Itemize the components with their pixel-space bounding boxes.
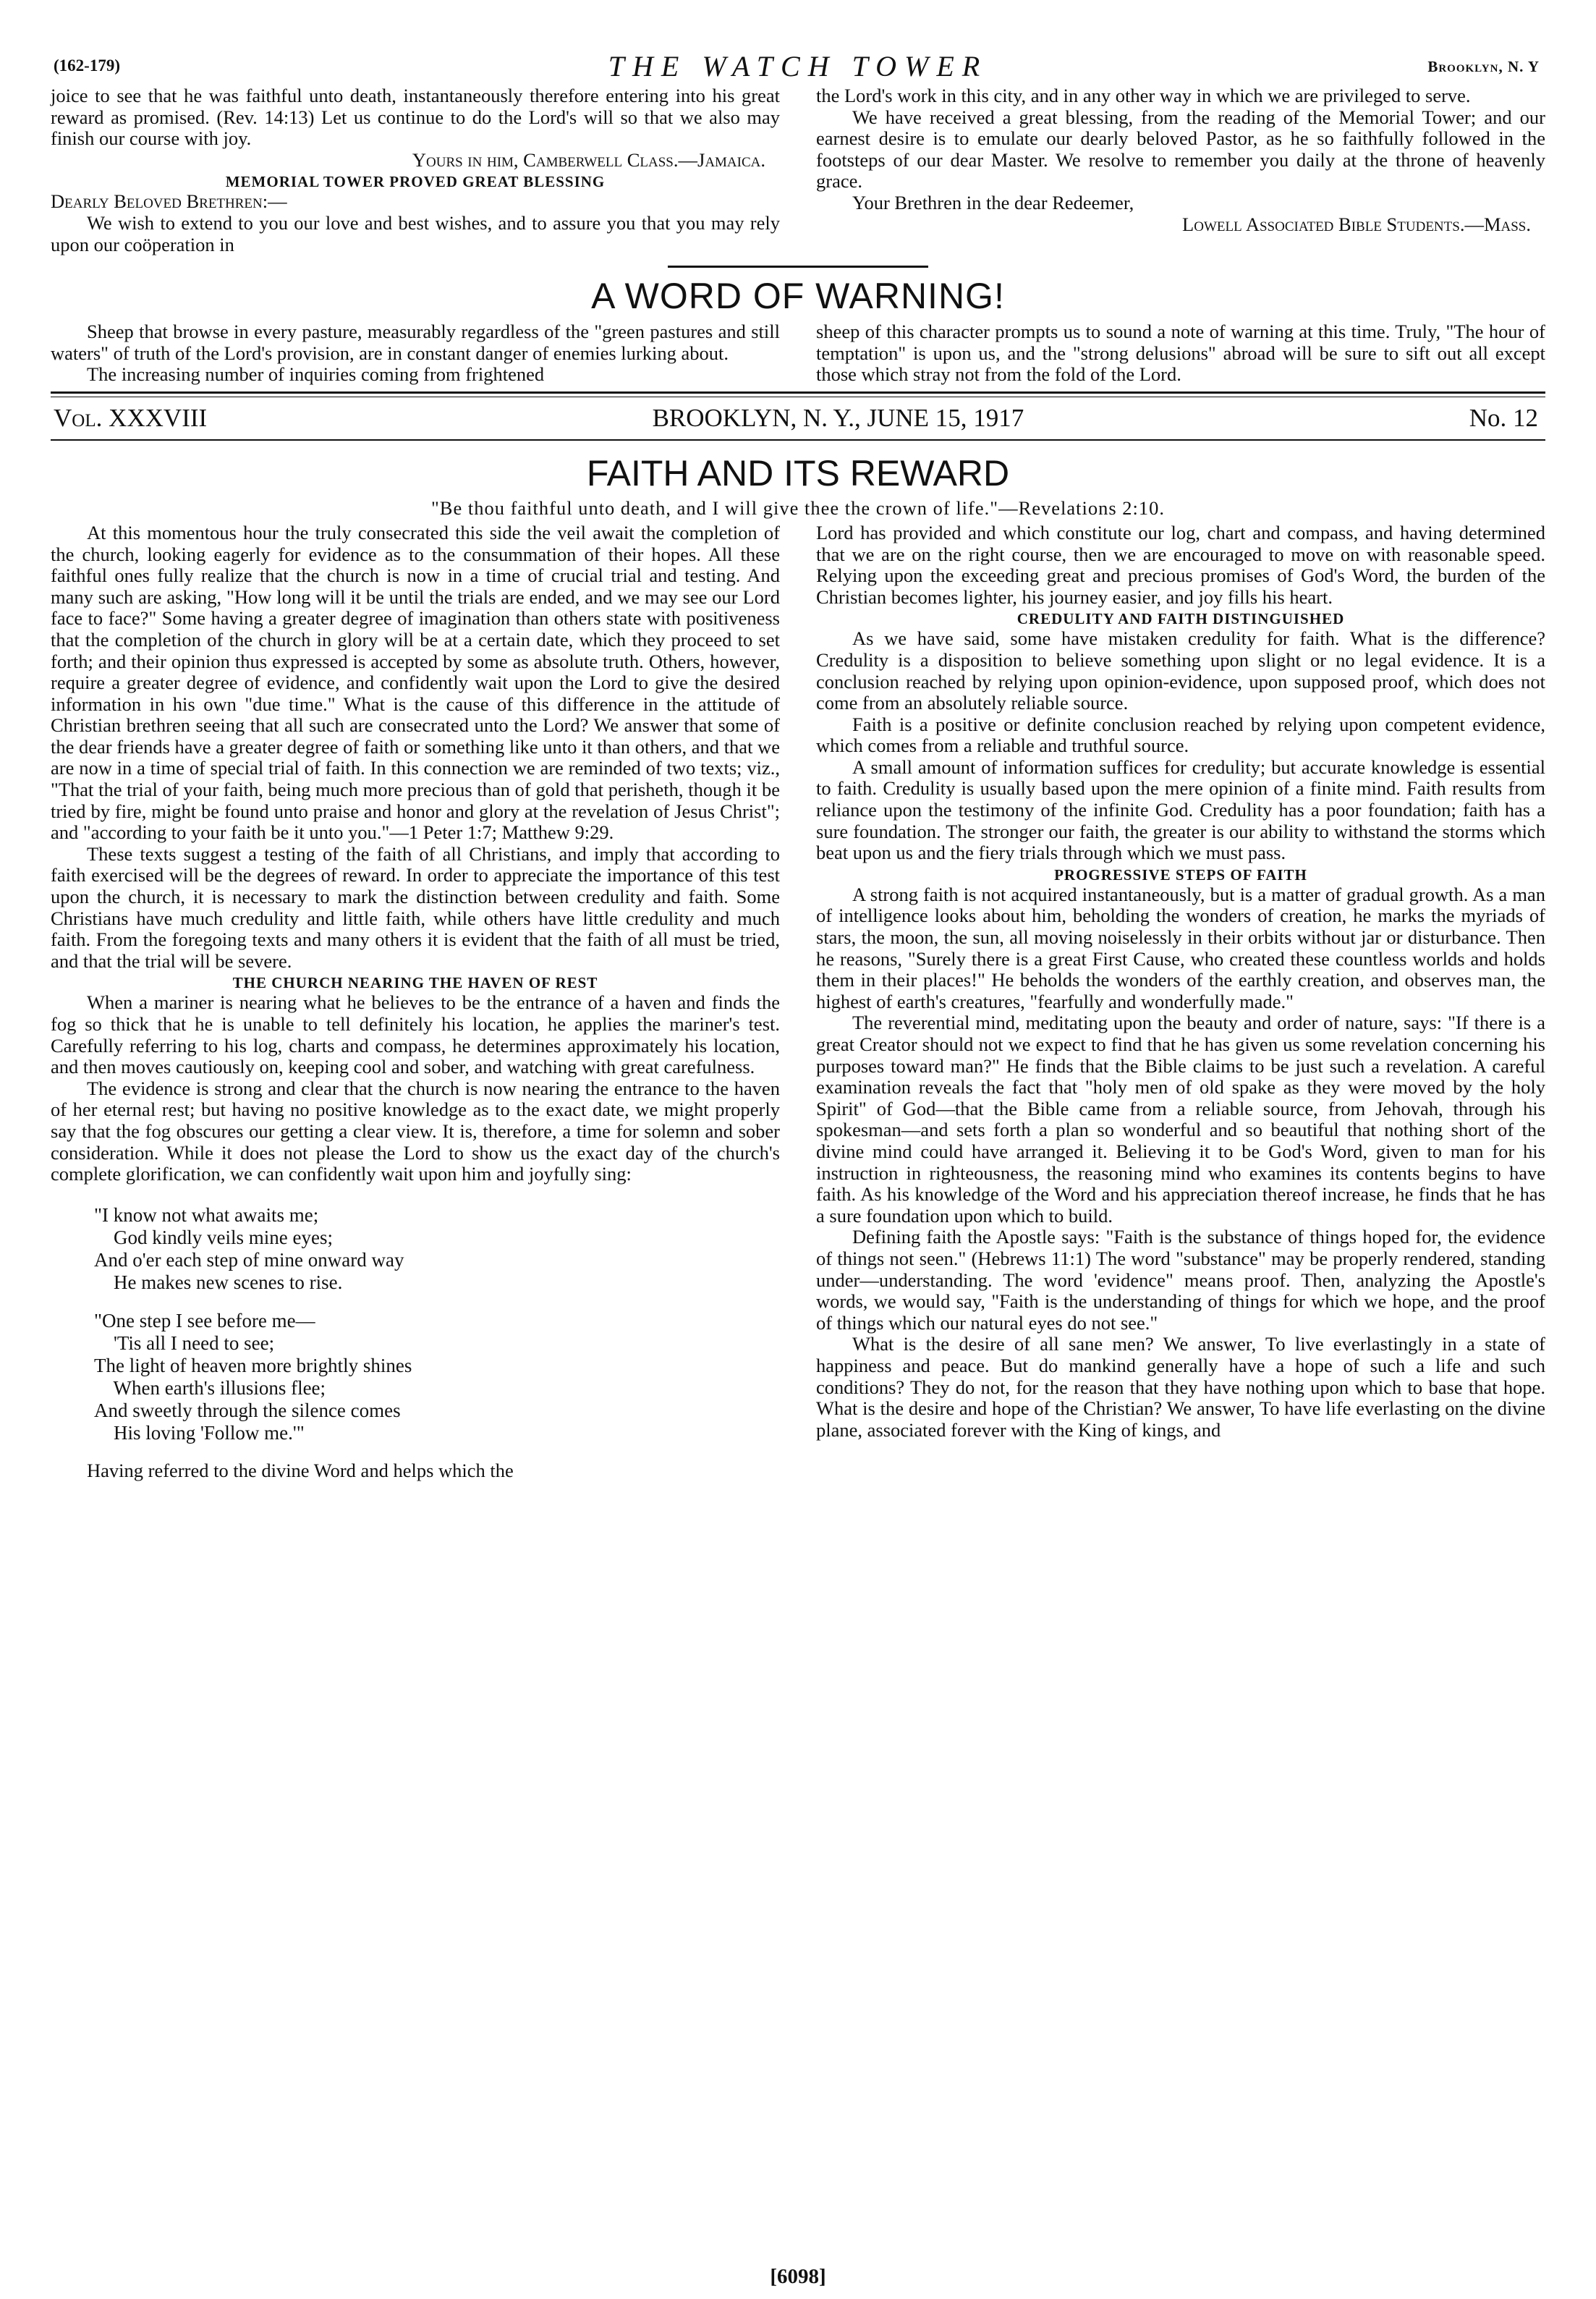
divider — [668, 266, 928, 268]
warning-title: A WORD OF WARNING! — [591, 276, 1005, 317]
warning-section — [51, 321, 1545, 386]
poem-line: And o'er each step of mine onward way — [94, 1248, 404, 1271]
poem-line: God kindly veils mine eyes; — [94, 1226, 333, 1248]
poem-line: 'Tis all I need to see; — [94, 1331, 275, 1354]
poem-line: When earth's illusions flee; — [94, 1376, 326, 1399]
section-heading: CREDULITY AND FAITH DISTINGUISHED — [1016, 610, 1345, 628]
volume-label: Vol. XXXVIII — [54, 403, 208, 432]
poem-line: His loving 'Follow me.'" — [94, 1421, 305, 1444]
poem-line: "I know not what awaits me; — [94, 1203, 319, 1226]
warning-paragraph: Sheep that browse in every pasture, measurably regardless of the "green pastures and still waters" of truth of the Lord's provision, are in constant danger of enemies lurking about. — [51, 321, 780, 364]
dateline: BROOKLYN, N. Y., JUNE 15, 1917 — [652, 403, 1024, 432]
article-paragraph: Having referred to the divine Word and helps which the — [87, 1459, 514, 1481]
page-range: (162-179) — [54, 56, 120, 75]
page — [51, 49, 1545, 2288]
article-paragraph: The reverential mind, meditating upon the beauty and order of nature, says: "If there is a great Creator should not we expect to find that he has given us some revelation concerning his purposes toward man?" He finds that the Bible claims to be just such a revelation. A careful examination reveals the fact that "holy men of old spake as they were moved by the holy Spirit" of God—that the Bible came from a reliable source, from Jehovah, through his spokesman—and sets forth a plan so wonderful and so beautiful that nothing short of the divine mind could have arranged it. Believing it to be God's Word, given to man for his instruction in righteousness, the reasoning mind who examines its contents begins to have faith. As his knowledge of the Word and his appreciation thereof increase, he finds that he has a sure foundation upon which to build. — [816, 1012, 1545, 1227]
letter-paragraph: We have received a great blessing, from the reading of the Memorial Tower; and our earnest desire is to emulate our dearly beloved Pastor, as he so faithfully followed in the footsteps of our dear Master. We resolve to remember you daily at the throne of heavenly grace. — [816, 106, 1545, 192]
letter-signature: Lowell Associated Bible Students.—Mass. — [1182, 213, 1531, 235]
letters-left-column — [51, 85, 780, 255]
letters-right-column — [816, 85, 1545, 255]
letter-signature: Yours in him, Camberwell Class.—Jamaica. — [412, 148, 765, 171]
letter-paragraph: We wish to extend to you our love and best wishes, and to assure you that you may rely upon our coöperation in — [51, 211, 780, 255]
divider — [51, 391, 1545, 397]
section-heading: THE CHURCH NEARING THE HAVEN OF REST — [232, 974, 598, 992]
article-paragraph: Defining faith the Apostle says: "Faith is the substance of things hoped for, the evidence of things not seen." (Hebrews 11:1) The word "substance" may be properly rendered, standing under—understanding. The word 'evidence" means proof. Then, analyzing the Apostle's words, we would say, "Faith is the understanding of things for which we hope, and the proof of things which our natural eyes do not see." — [816, 1226, 1545, 1334]
article-left-column — [51, 522, 780, 1481]
warning-paragraph: The increasing number of inquiries coming from frightened — [87, 363, 545, 386]
letter-salutation: Dearly Beloved Brethren:— — [51, 190, 287, 213]
article-title: FAITH AND ITS REWARD — [586, 452, 1010, 494]
letters-section — [51, 85, 1545, 255]
divider — [51, 439, 1545, 441]
warning-right-column — [816, 321, 1545, 386]
poem — [94, 1204, 780, 1444]
poem-line: "One step I see before me— — [94, 1309, 315, 1331]
article-paragraph: As we have said, some have mistaken credulity for faith. What is the difference? Credulity is a disposition to believe something upon slight or no legal evidence. It is a conclusion reached by relying upon opinion-evidence, upon supposed proof, which does not come from an absolutely reliable source. — [816, 627, 1545, 714]
article-epigraph: "Be thou faithful unto death, and I will give thee the crown of life."—Revelations 2:10. — [430, 496, 1166, 519]
masthead — [51, 397, 1545, 439]
letter-paragraph: the Lord's work in this city, and in any other way in which we are privileged to serve. — [816, 85, 1471, 106]
article-paragraph: When a mariner is nearing what he believes to be the entrance of a haven and finds the fog so thick that he is unable to tell definitely his location, he applies the mariner's test. Carefully referring to his log, charts and compass, he determines approximately his location, and then moves cautiously on, keeping cool and sober, and watching with great carefulness. — [51, 991, 780, 1078]
letter-closing: Your Brethren in the dear Redeemer, — [852, 191, 1134, 213]
article-paragraph: Faith is a positive or definite conclusion reached by relying upon competent evidence, which comes from a reliable and truthful source. — [816, 713, 1545, 757]
article-paragraph: The evidence is strong and clear that the church is now nearing the entrance to the haven of her eternal rest; but having no positive knowledge as to the exact date, we might properly say that the fog obscures our getting a clear view. It is, therefore, a time for solemn and sober consideration. While it does not please the Lord to show us the exact day of the church's complete glorification, we can confidently wait upon him and joyfully sing: — [51, 1077, 780, 1185]
poem-stanza — [94, 1310, 780, 1444]
page-number: [6098] — [770, 2265, 826, 2288]
letter-subheading: MEMORIAL TOWER PROVED GREAT BLESSING — [225, 173, 606, 191]
article-body — [51, 522, 1545, 1481]
article-paragraph: At this momentous hour the truly consecrated this side the veil await the completion of the church, looking eagerly for evidence as to the consummation of their hopes. All these faithful ones fully realize that the church is now in a time of crucial trial and testing. And many such are asking, "How long will it be until the trials are ended, and we may see our Lord face to face?" Some having a greater degree of imagination than others state with positiveness that the completion of the church in glory will be at a certain date, which they proceed to set forth; and their opinion thus expressed is accepted by some as absolute truth. Others, however, require a greater degree of evidence, and confidently wait upon the Lord to give the desired information in his own "due time." What is the cause of this difference in the attitude of Christian brethren seeing that all such are consecrated unto the Lord? We answer that some of the dear friends have a greater degree of faith or something like unto it than others, and that we are now in a time of special trial of faith. In this connection we are reminded of two texts; viz., "That the trial of your faith, being much more precious than of gold that perisheth, though it be tried by fire, might be found unto praise and honor and glory at the revelation of Jesus Christ"; and "according to your faith be it unto you."—1 Peter 1:7; Matthew 9:29. — [51, 521, 780, 844]
article-paragraph: A small amount of information suffices for credulity; but accurate knowledge is essential to faith. Credulity is usually based upon the mere opinion of a finite mind. Faith results from reliance upon the testimony of the infinite God. Credulity has a poor foundation; faith has a sure foundation. The stronger our faith, the greater is our ability to withstand the storms which beat upon us and the fiery trials through which we must pass. — [816, 755, 1545, 864]
article-paragraph: These texts suggest a testing of the faith of all Christians, and imply that according to faith exercised will be the degrees of reward. In order to appreciate the importance of this test upon the church, it is necessary to mark the distinction between credulity and faith. Some Christians have much credulity and little faith, while others have little credulity and much faith. From the foregoing texts and many others it is evident that the faith of all must be tried, and that the trial will be severe. — [51, 842, 780, 972]
issue-number: No. 12 — [1469, 403, 1538, 432]
article-right-column — [816, 522, 1545, 1481]
article-paragraph: A strong faith is not acquired instantaneously, but is a matter of gradual growth. As a man of intelligence looks about him, beholding the wonders of creation, he marks the myriads of stars, the moon, the sun, all moving noiselessly in their orbits without jar or disturbance. Then he reasons, "Surely there is a great First Cause, who created these countless worlds and holds them in their places!" He beholds the wonders of the earthly creation, and observes man, the highest of earth's creatures, "fearfully and wonderfully made." — [816, 883, 1545, 1012]
poem-line: The light of heaven more brightly shines — [94, 1354, 412, 1376]
article-paragraph: Lord has provided and which constitute our log, chart and compass, and having determined that we are on the right course, then we are encouraged to move on with reasonable speed. Relying upon the exceeding great and precious promises of God's Word, the burden of the Christian becomes lighter, his journey easier, and joy fills his heart. — [816, 521, 1545, 608]
publication-title: THE WATCH TOWER — [608, 50, 988, 82]
warning-paragraph: sheep of this character prompts us to sound a note of warning at this time. Truly, "The hour of temptation" is upon us, and the "strong delusions" abroad will be sure to sift out all except those which stray not from the fold of the Lord. — [816, 321, 1545, 386]
poem-stanza — [94, 1204, 780, 1294]
poem-line: And sweetly through the silence comes — [94, 1399, 401, 1421]
warning-left-column — [51, 321, 780, 386]
section-heading: PROGRESSIVE STEPS OF FAITH — [1054, 865, 1307, 884]
running-head — [51, 49, 1545, 85]
poem-line: He makes new scenes to rise. — [94, 1271, 343, 1293]
letter-paragraph: joice to see that he was faithful unto death, instantaneously therefore entering into his great reward as promised. (Rev. 14:13) Let us continue to do the Lord's will so that we also may finish our course with joy. — [51, 85, 780, 150]
article-paragraph: What is the desire of all sane men? We answer, To live everlastingly in a state of happiness and peace. But do mankind generally have a hope of such a life and such conditions? They do not, for the reason that they have nothing upon which to base that hope. What is the desire and hope of the Christian? We answer, To have life everlasting on the divine plane, associated forever with the King of kings, and — [816, 1333, 1545, 1441]
publication-place: Brooklyn, N. Y — [1427, 58, 1540, 75]
